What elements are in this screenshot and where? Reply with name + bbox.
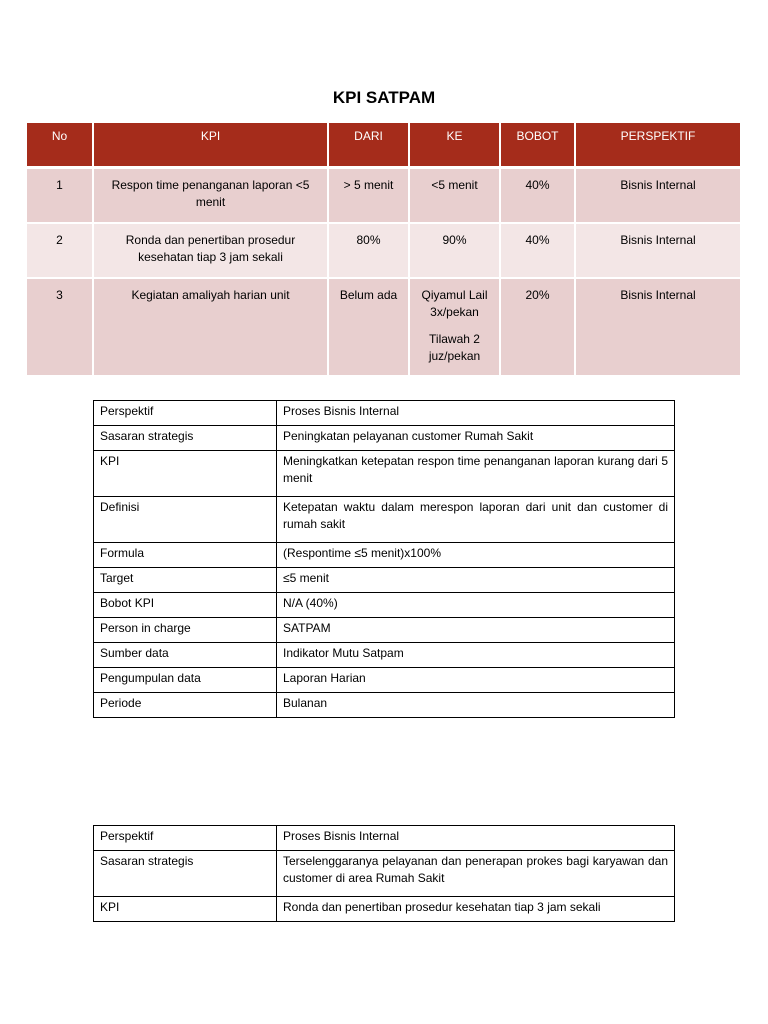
detail-row: [94, 618, 675, 643]
header-ke: KE: [409, 123, 500, 168]
table-header-row: [27, 123, 740, 168]
detail-value: N/A (40%): [277, 593, 675, 618]
detail-label: Perspektif: [94, 826, 277, 851]
detail-label: Sumber data: [94, 643, 277, 668]
kpi-detail-table-2: [93, 825, 675, 922]
detail-row: [94, 543, 675, 568]
cell-dari: > 5 menit: [328, 168, 409, 223]
cell-dari: Belum ada: [328, 278, 409, 376]
cell-no: 1: [27, 168, 93, 223]
cell-ke-line-2: Tilawah 2 juz/pekan: [428, 331, 481, 363]
detail-value: SATPAM: [277, 618, 675, 643]
detail-row: [94, 897, 675, 922]
detail-value: Laporan Harian: [277, 668, 675, 693]
detail-label: Target: [94, 568, 277, 593]
detail-value: (Respontime ≤5 menit)x100%: [277, 543, 675, 568]
table-row: [27, 168, 740, 223]
detail-value: Bulanan: [277, 693, 675, 718]
cell-ke: 90%: [409, 223, 500, 278]
header-bobot: BOBOT: [500, 123, 575, 168]
detail-row: [94, 593, 675, 618]
detail-row: [94, 568, 675, 593]
detail-row: [94, 851, 675, 897]
table-row: [27, 223, 740, 278]
cell-ke-line-1: Qiyamul Lail 3x/pekan: [421, 287, 488, 319]
detail-row: [94, 426, 675, 451]
cell-perspektif: Bisnis Internal: [575, 168, 740, 223]
detail-value: Proses Bisnis Internal: [277, 826, 675, 851]
cell-dari: 80%: [328, 223, 409, 278]
header-no: No: [27, 123, 93, 168]
cell-ke: [409, 278, 500, 376]
detail-value: Meningkatkan ketepatan respon time penanganan laporan kurang dari 5 menit: [277, 451, 675, 497]
cell-perspektif: Bisnis Internal: [575, 223, 740, 278]
cell-kpi: Respon time penanganan laporan <5 menit: [93, 168, 328, 223]
detail-row: [94, 643, 675, 668]
cell-no: 3: [27, 278, 93, 376]
detail-row: [94, 451, 675, 497]
detail-label: KPI: [94, 451, 277, 497]
cell-bobot: 20%: [500, 278, 575, 376]
cell-bobot: 40%: [500, 223, 575, 278]
detail-row: [94, 826, 675, 851]
cell-kpi: Kegiatan amaliyah harian unit: [93, 278, 328, 376]
table-row: [27, 278, 740, 376]
header-kpi: KPI: [93, 123, 328, 168]
detail-value: ≤5 menit: [277, 568, 675, 593]
detail-label: Bobot KPI: [94, 593, 277, 618]
kpi-detail-table-1: [93, 400, 675, 718]
detail-value: Peningkatan pelayanan customer Rumah Sakit: [277, 426, 675, 451]
cell-kpi: Ronda dan penertiban prosedur kesehatan tiap 3 jam sekali: [93, 223, 328, 278]
detail-label: Person in charge: [94, 618, 277, 643]
detail-value: Ketepatan waktu dalam merespon laporan dari unit dan customer di rumah sakit: [277, 497, 675, 543]
detail-label: Pengumpulan data: [94, 668, 277, 693]
detail-label: Formula: [94, 543, 277, 568]
detail-label: Perspektif: [94, 401, 277, 426]
kpi-summary-table: [27, 123, 740, 377]
cell-no: 2: [27, 223, 93, 278]
detail-row: [94, 497, 675, 543]
cell-perspektif: Bisnis Internal: [575, 278, 740, 376]
cell-bobot: 40%: [500, 168, 575, 223]
detail-value: Ronda dan penertiban prosedur kesehatan tiap 3 jam sekali: [277, 897, 675, 922]
detail-label: Sasaran strategis: [94, 426, 277, 451]
header-dari: DARI: [328, 123, 409, 168]
detail-label: Definisi: [94, 497, 277, 543]
detail-value: Terselenggaranya pelayanan dan penerapan prokes bagi karyawan dan customer di area Rumah Sakit: [277, 851, 675, 897]
detail-value: Indikator Mutu Satpam: [277, 643, 675, 668]
detail-row: [94, 668, 675, 693]
detail-value: Proses Bisnis Internal: [277, 401, 675, 426]
detail-label: KPI: [94, 897, 277, 922]
detail-label: Periode: [94, 693, 277, 718]
detail-label: Sasaran strategis: [94, 851, 277, 897]
page-title: KPI SATPAM: [332, 88, 436, 107]
detail-row: [94, 401, 675, 426]
cell-ke: <5 menit: [409, 168, 500, 223]
detail-row: [94, 693, 675, 718]
header-perspektif: PERSPEKTIF: [575, 123, 740, 168]
